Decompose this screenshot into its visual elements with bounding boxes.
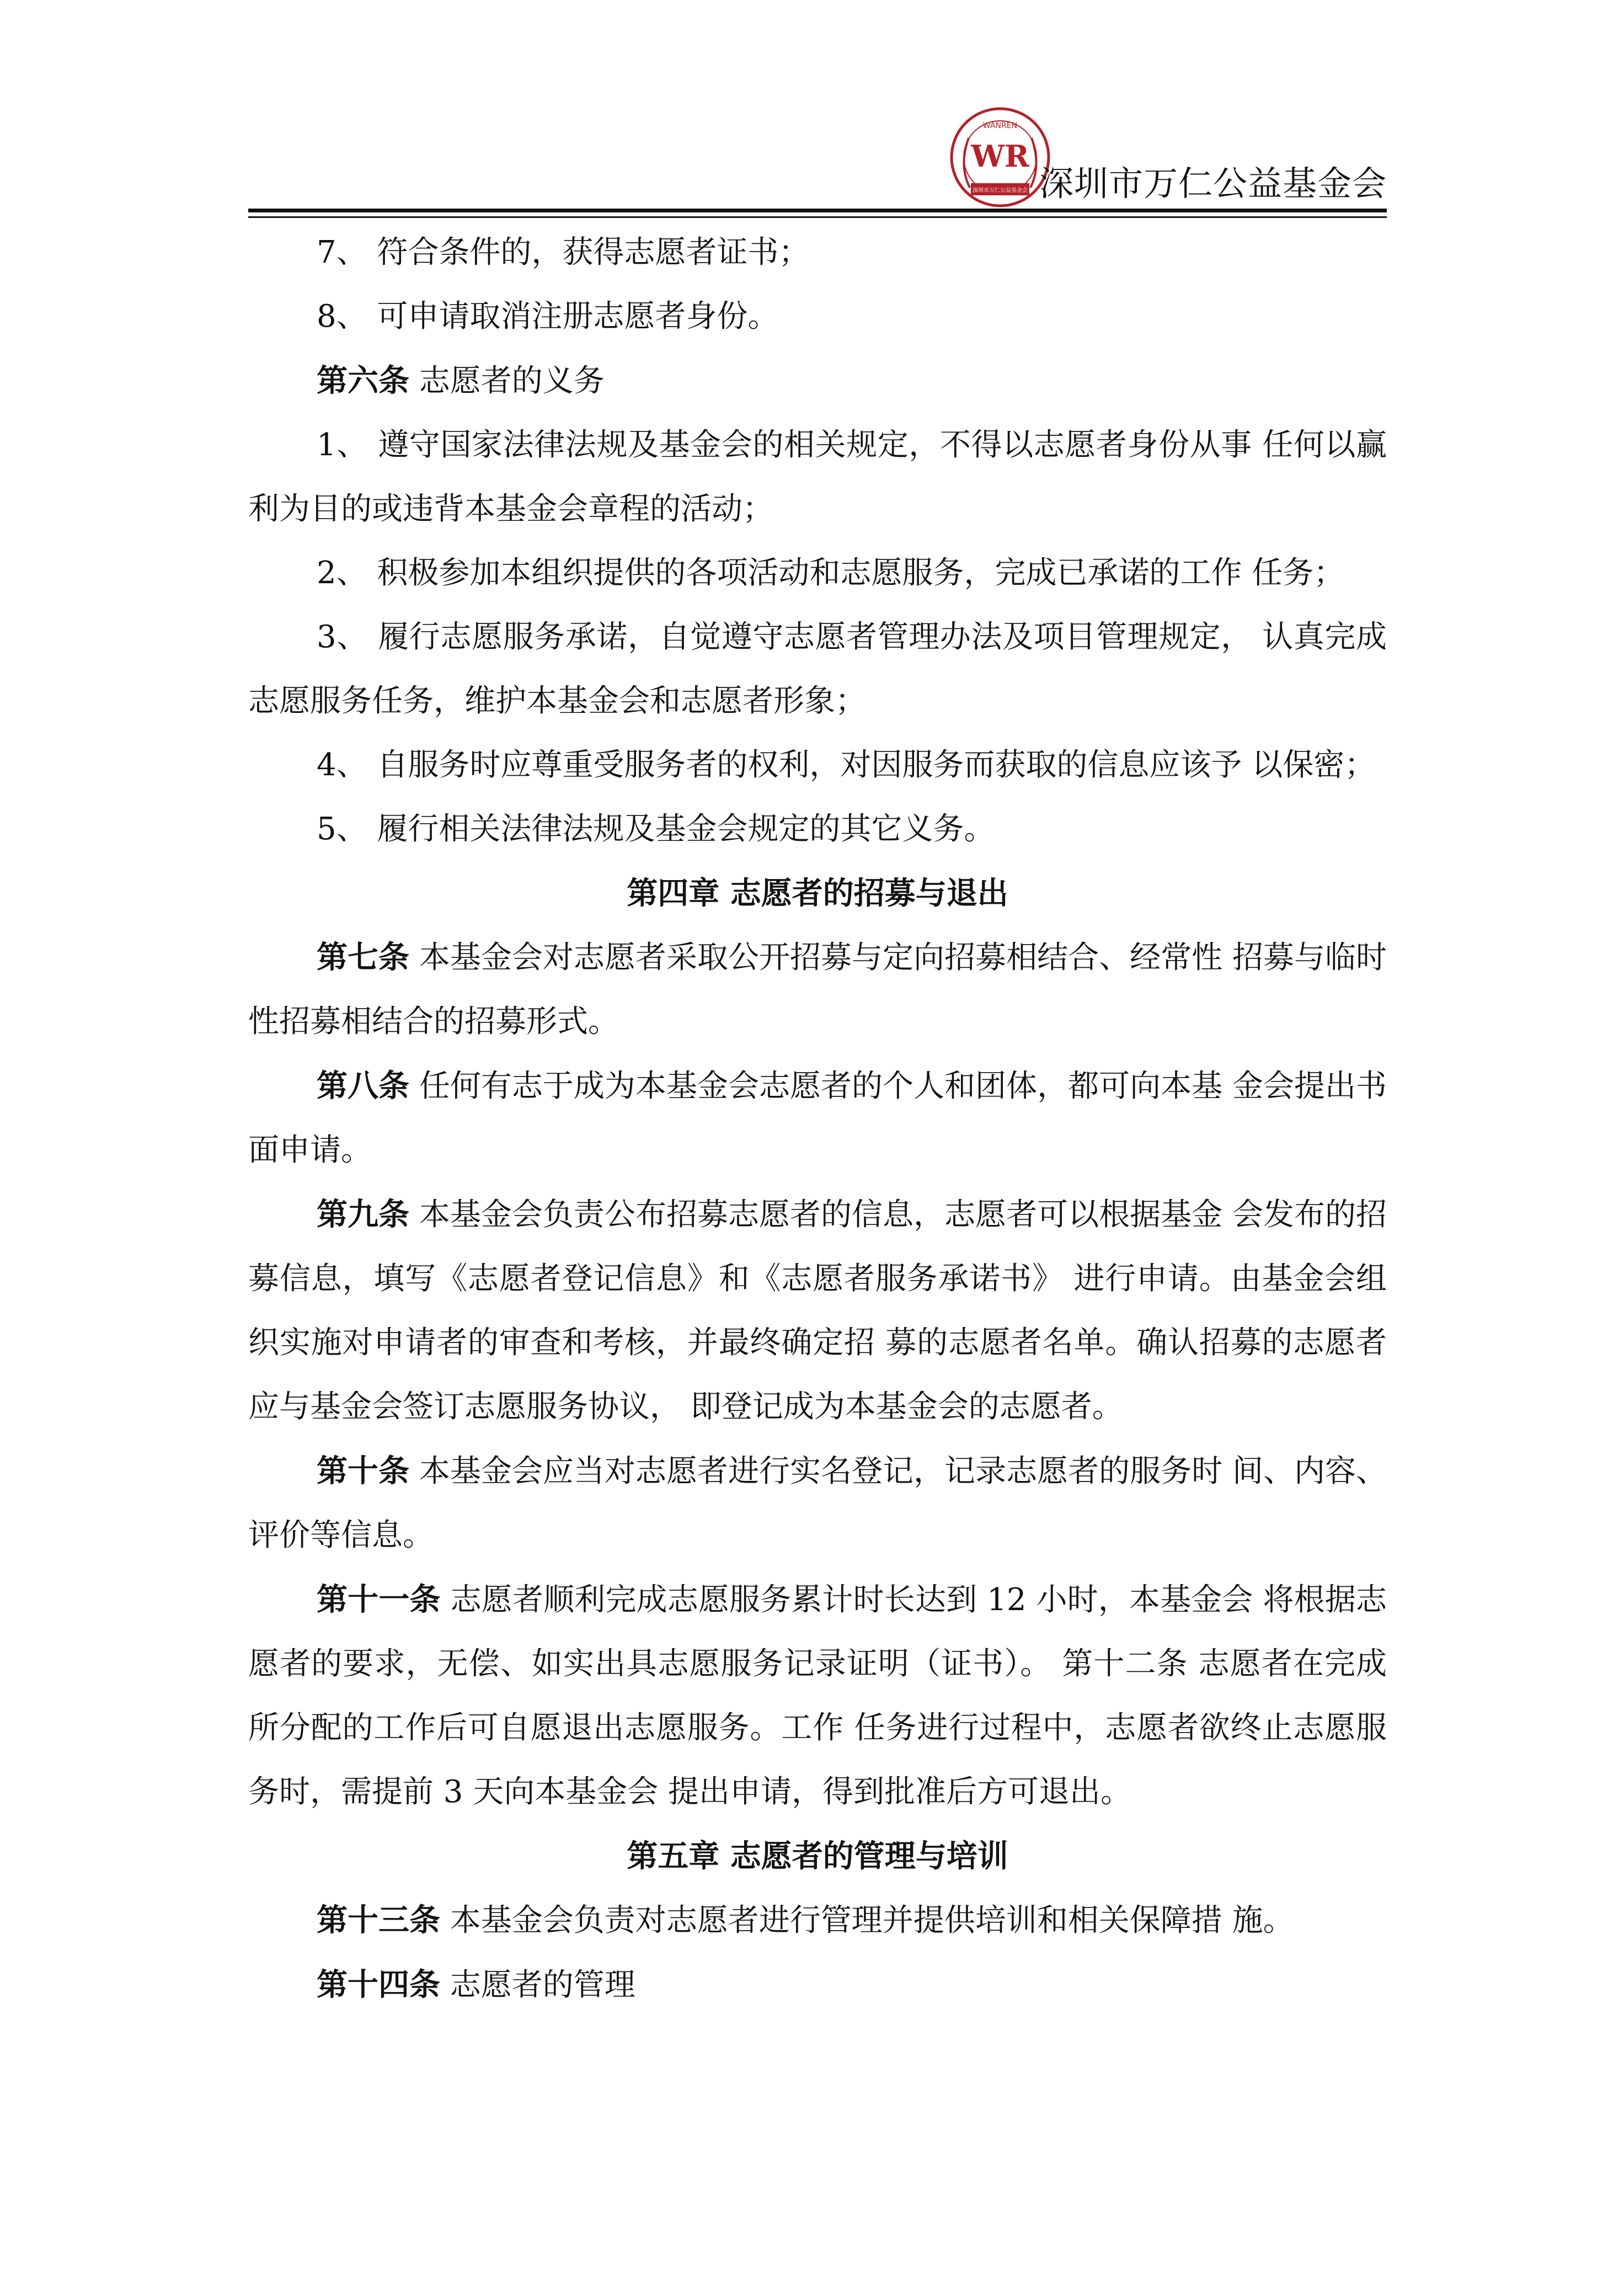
- header-rule-thick: [248, 209, 1387, 212]
- article-13: [248, 1888, 1387, 1953]
- paragraph-duty-5: 5、 履行相关法律法规及基金会规定的其它义务。: [317, 811, 995, 847]
- article-13-label: 第十三条: [317, 1902, 440, 1938]
- header-rule-thin: [248, 216, 1387, 218]
- article-7: [248, 925, 1387, 1054]
- article-14: [248, 1953, 1387, 2017]
- chapter-4-title: 第四章 志愿者的招募与退出: [627, 875, 1008, 912]
- logo-monogram: WR: [971, 138, 1029, 174]
- article-14-label: 第十四条: [317, 1967, 440, 2003]
- article-7-label: 第七条: [317, 939, 410, 976]
- paragraph-right-8: 8、 可申请取消注册志愿者身份。: [317, 299, 779, 334]
- article-10-label: 第十条: [317, 1453, 410, 1489]
- article-9-label: 第九条: [317, 1196, 410, 1233]
- article-7-text: 本基金会对志愿者采取公开招募与定向招募相结合、经常性 招募与临时性招募相结合的招募形式。: [248, 940, 1387, 1040]
- article-14-text: 志愿者的管理: [440, 1967, 635, 2003]
- paragraph-duty-3: 3、 履行志愿服务承诺，自觉遵守志愿者管理办法及项目管理规定， 认真完成志愿服务任务，维护本基金会和志愿者形象；: [248, 619, 1387, 719]
- foundation-logo: [948, 105, 1053, 210]
- article-8: [248, 1054, 1387, 1182]
- logo-ring-text: WANREN: [982, 121, 1018, 130]
- chapter-5-title: 第五章 志愿者的管理与培训: [627, 1838, 1008, 1874]
- document-body: [248, 221, 1387, 2017]
- page-header: [0, 0, 1624, 210]
- article-6-label: 第六条: [317, 363, 409, 399]
- article-11: [248, 1568, 1387, 1824]
- article-13-text: 本基金会负责对志愿者进行管理并提供培训和相关保障措 施。: [440, 1903, 1294, 1938]
- article-8-label: 第八条: [317, 1068, 410, 1104]
- article-11-text: 志愿者顺利完成志愿服务累计时长达到 12 小时，本基金会 将根据志愿者的要求，无偿、如实出具志愿服务记录证明（证书）。 第十二条 志愿者在完成所分配的工作后可自愿退出志愿服务。工作 任务进行过程中，志愿者欲终止志愿服务时，需提前 3 天向本基金会 提出申请，得到批准后方可退出。: [248, 1582, 1387, 1810]
- article-8-text: 任何有志于成为本基金会志愿者的个人和团体，都可向本基 金会提出书面申请。: [248, 1068, 1387, 1168]
- paragraph-duty-4: 4、 自服务时应尊重受服务者的权利，对因服务而获取的信息应该予 以保密；: [317, 747, 1376, 783]
- paragraph-right-7: 7、 符合条件的，获得志愿者证书；: [317, 235, 810, 270]
- paragraph-duty-1: 1、 遵守国家法律法规及基金会的相关规定，不得以志愿者身份从事 任何以赢利为目的或违背本基金会章程的活动；: [248, 427, 1387, 527]
- article-10-text: 本基金会应当对志愿者进行实名登记，记录志愿者的服务时 间、内容、评价等信息。: [248, 1453, 1387, 1553]
- article-6-heading: [248, 349, 1387, 413]
- logo-ribbon-text: 深圳市万仁公益基金会: [973, 188, 1028, 194]
- article-6-text: 志愿者的义务: [409, 363, 605, 399]
- organization-name: 深圳市万仁公益基金会: [1039, 163, 1387, 204]
- article-10: [248, 1439, 1387, 1568]
- article-9-text: 本基金会负责公布招募志愿者的信息，志愿者可以根据基金 会发布的招募信息，填写《志愿者登记信息》和《志愿者服务承诺书》 进行申请。由基金会组织实施对申请者的审查和考核，并最终确定招 募的志愿者名单。确认招募的志愿者应与基金会签订志愿服务协议， 即登记成为本基金会的志愿者。: [248, 1197, 1387, 1425]
- article-9: [248, 1182, 1387, 1439]
- paragraph-duty-2: 2、 积极参加本组织提供的各项活动和志愿服务，完成已承诺的工作 任务；: [317, 555, 1345, 591]
- article-11-label: 第十一条: [317, 1581, 441, 1618]
